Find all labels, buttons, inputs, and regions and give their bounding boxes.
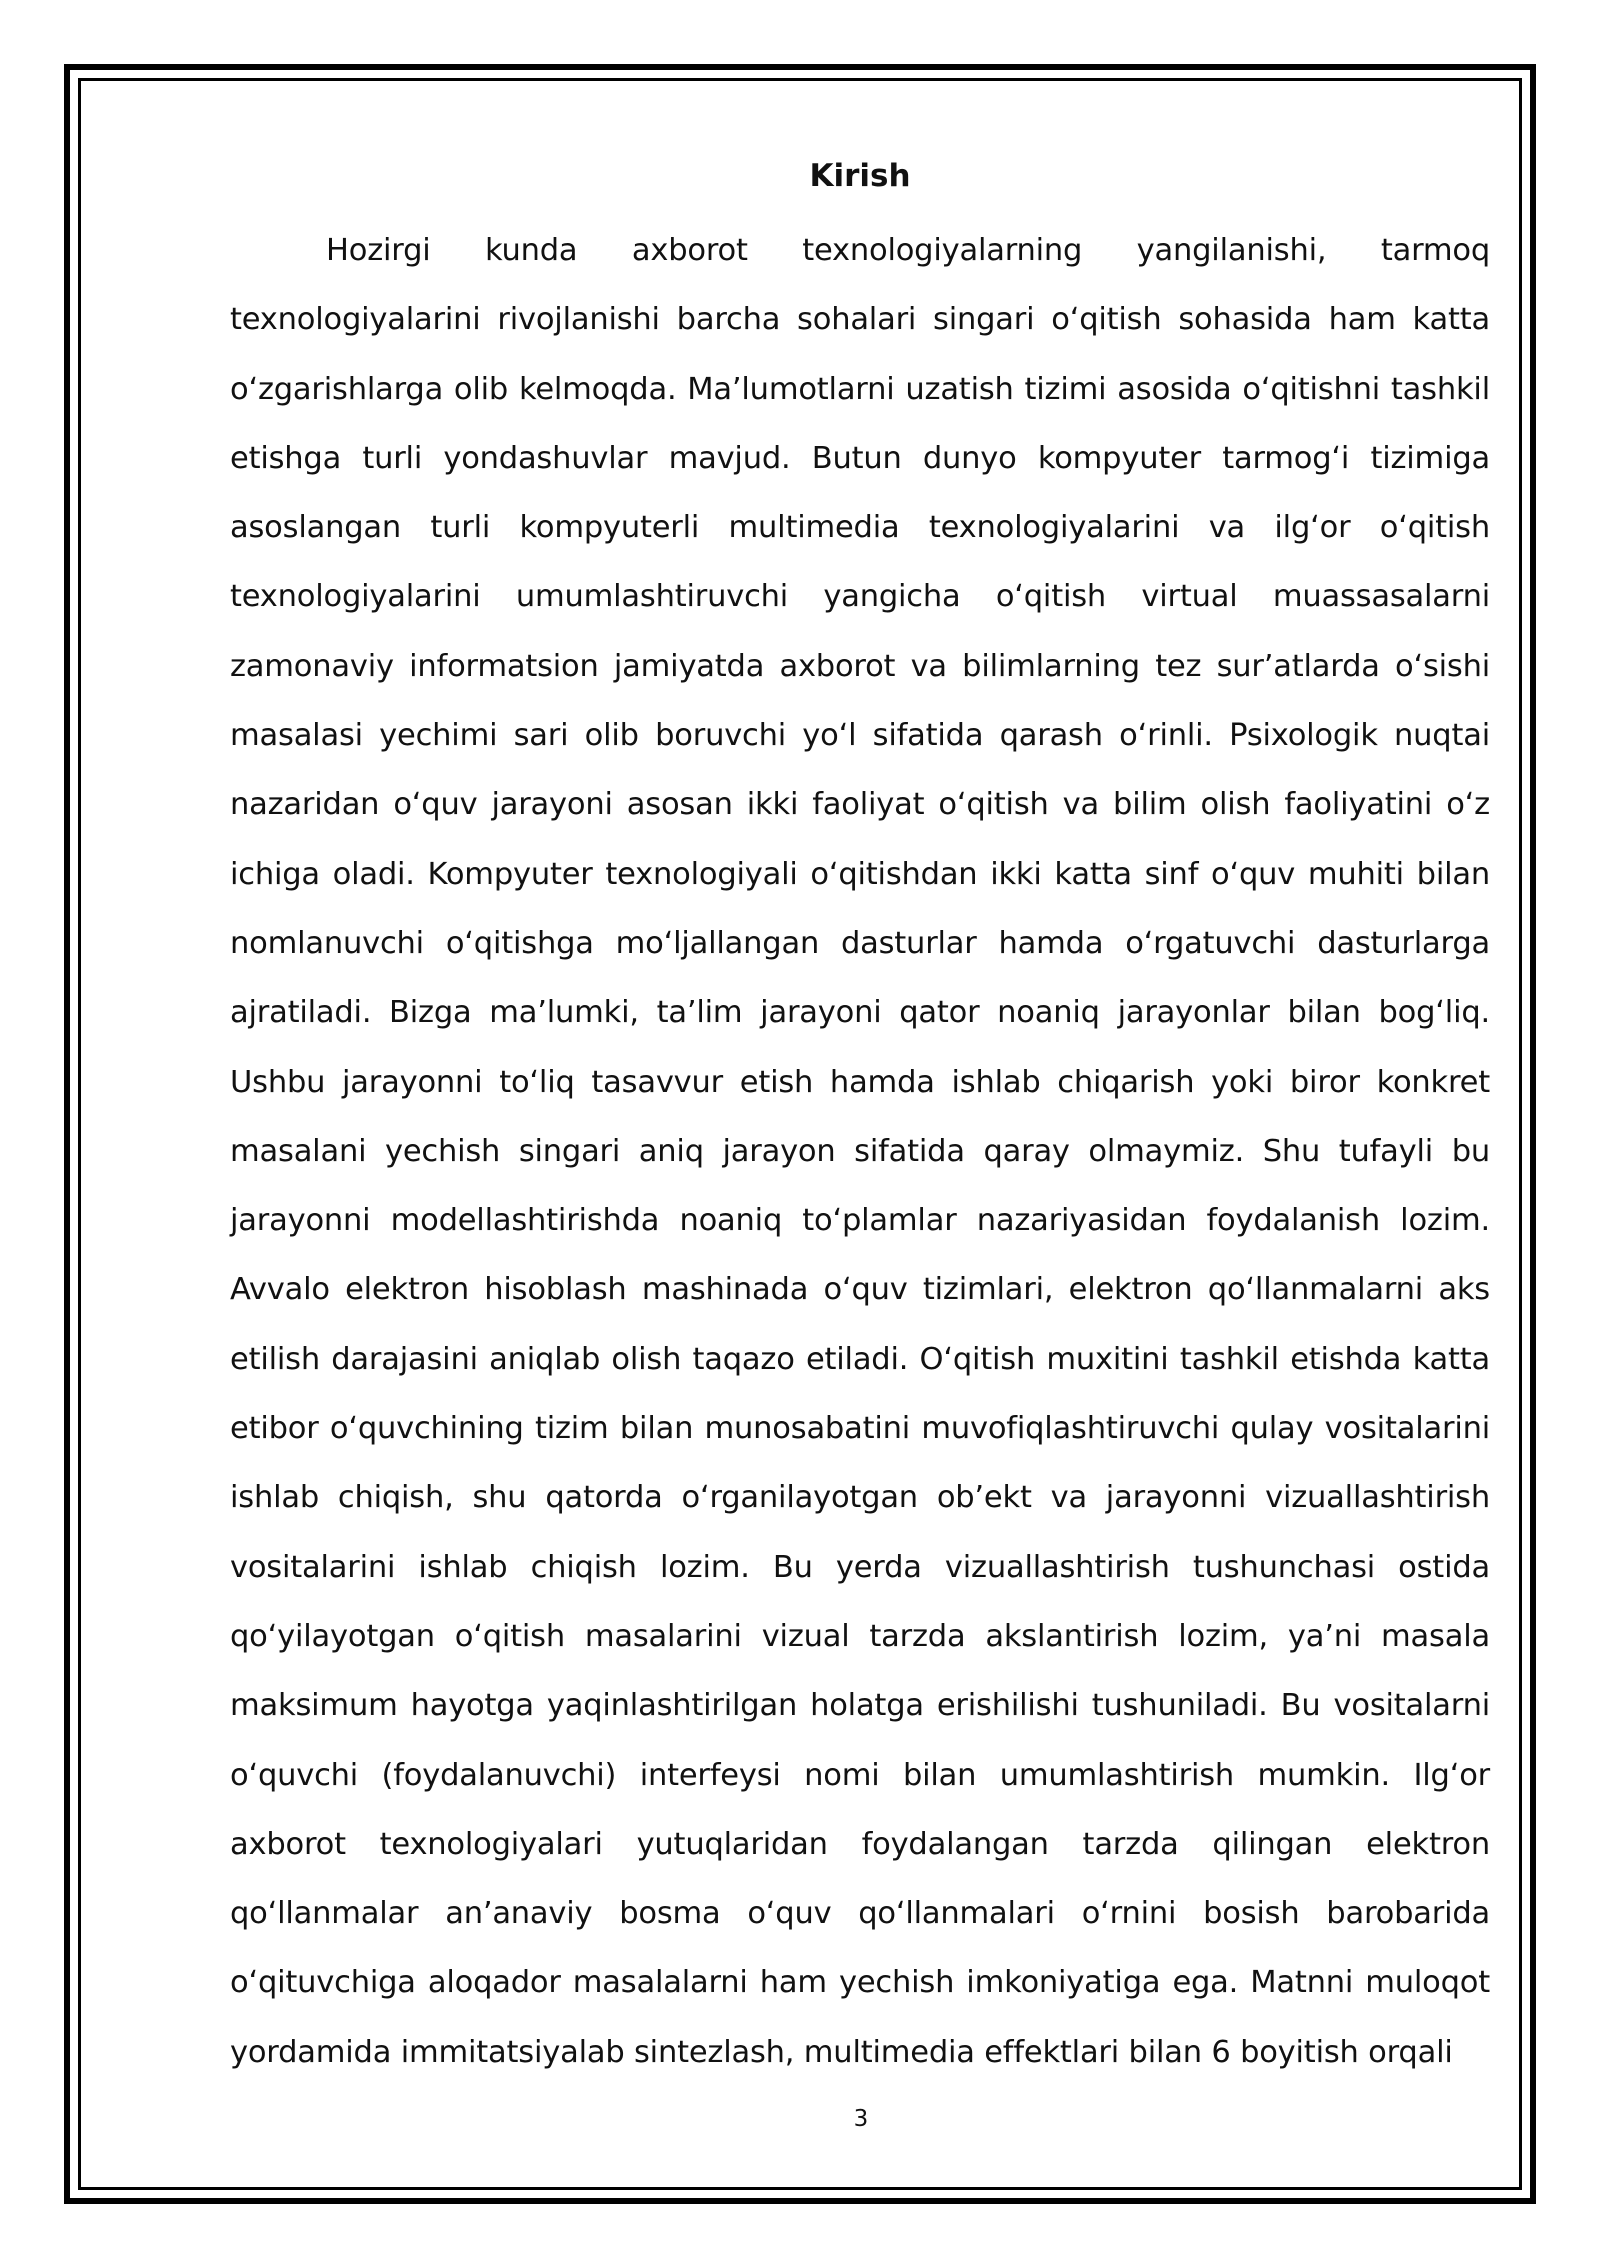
document-title: Kirish xyxy=(809,158,911,194)
document-content xyxy=(230,150,1490,2087)
body-paragraph: Hozirgi kunda axborot texnologiyalarning yangilanishi, tarmoq texnologiyalarini rivojlanishi barcha sohalari singari oʻqitish sohasida ham katta oʻzgarishlarga olib kelmoqda. Ma’lumotlarni uzatish tizimi asosida oʻqitishni tashkil etishga turli yondashuvlar mavjud. Butun dunyo kompyuter tarmogʻi tizimiga asoslangan turli kompyuterli multimedia texnologiyalarini va ilgʻor oʻqitish texnologiyalarini umumlashtiruvchi yangicha oʻqitish virtual muassasalarni zamonaviy informatsion jamiyatda axborot va bilimlarning tez sur’atlarda oʻsishi masalasi yechimi sari olib boruvchi yoʻl sifatida qarash oʻrinli. Psixologik nuqtai nazaridan oʻquv jarayoni asosan ikki faoliyat oʻqitish va bilim olish faoliyatini oʻz ichiga oladi. Kompyuter texnologiyali oʻqitishdan ikki katta sinf oʻquv muhiti bilan nomlanuvchi oʻqitishga moʻljallangan dasturlar hamda oʻrgatuvchi dasturlarga ajratiladi. Bizga ma’lumki, ta’lim jarayoni qator noaniq jarayonlar bilan bogʻliq. Ushbu jarayonni toʻliq tasavvur etish hamda ishlab chiqarish yoki biror konkret masalani yechish singari aniq jarayon sifatida qaray olmaymiz. Shu tufayli bu jarayonni modellashtirishda noaniq toʻplamlar nazariyasidan foydalanish lozim. Avvalo elektron hisoblash mashinada oʻquv tizimlari, elektron qoʻllanmalarni aks etilish darajasini aniqlab olish taqazo etiladi. Oʻqitish muxitini tashkil etishda katta etibor oʻquvchining tizim bilan munosabatini muvofiqlashtiruvchi qulay vositalarini ishlab chiqish, shu qatorda oʻrganilayotgan ob’ekt va jarayonni vizuallashtirish vositalarini ishlab chiqish lozim. Bu yerda vizuallashtirish tushunchasi ostida qoʻyilayotgan oʻqitish masalarini vizual tarzda akslantirish lozim, ya’ni masala maksimum hayotga yaqinlashtirilgan holatga erishilishi tushuniladi. Bu vositalarni oʻquvchi (foydalanuvchi) interfeysi nomi bilan umumlashtirish mumkin. Ilgʻor axborot texnologiyalari yutuqlaridan foydalangan tarzda qilingan elektron qoʻllanmalar an’anaviy bosma oʻquv qoʻllanmalari oʻrnini bosish barobarida oʻqituvchiga aloqador masalalarni ham yechish imkoniyatiga ega. Matnni muloqot yordamida immitatsiyalab sintezlash, multimedia effektlari bilan 6 boyitish orqali xyxy=(230,233,1490,2070)
page-number: 3 xyxy=(853,2106,869,2132)
